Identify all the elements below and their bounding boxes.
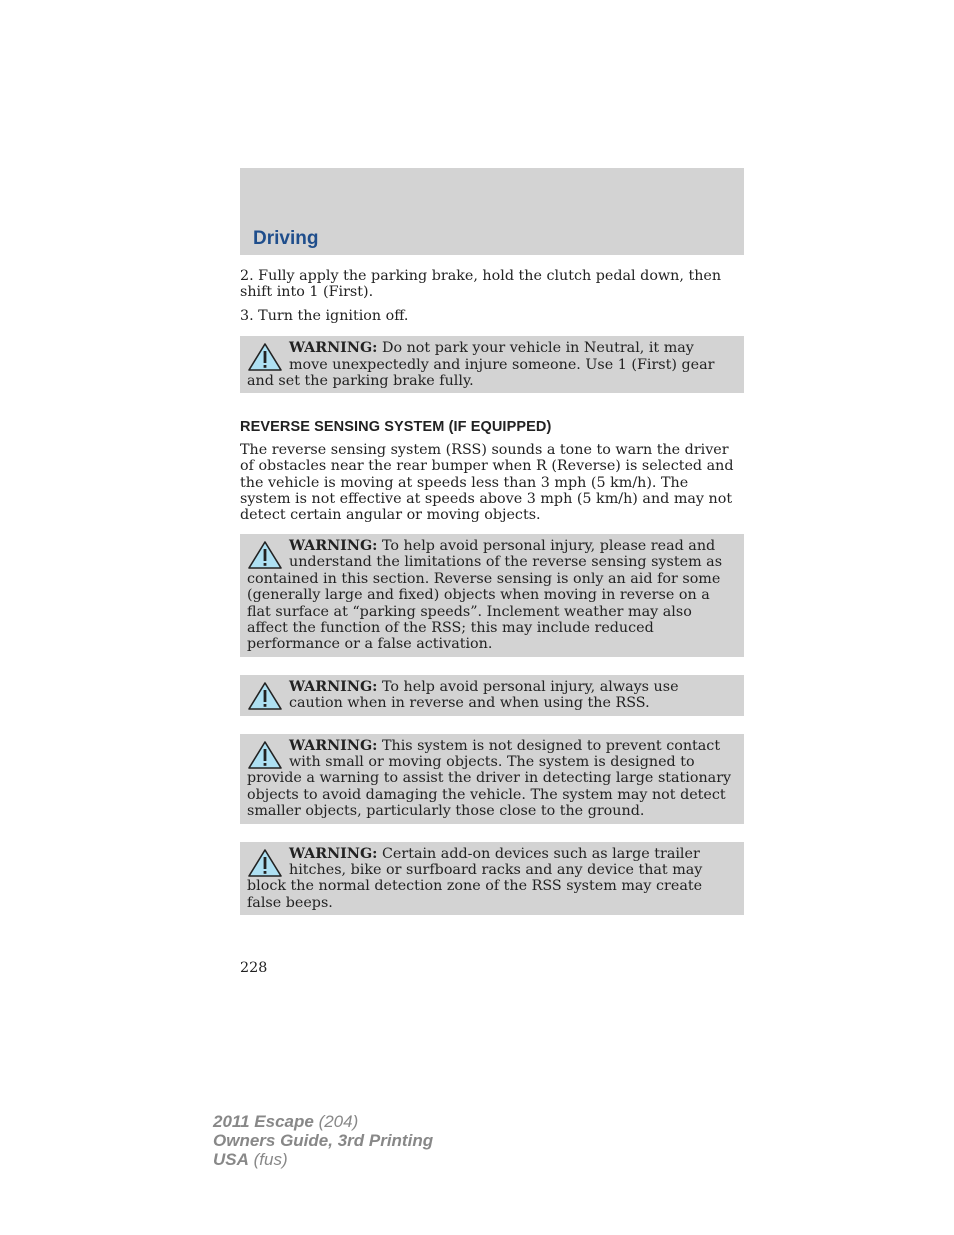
footer-region: USA (213, 1150, 249, 1169)
section-title: Driving (253, 228, 319, 249)
document-footer (213, 1112, 433, 1169)
step-3: 3. Turn the ignition off. (240, 307, 409, 324)
warning-triangle-icon (247, 342, 283, 372)
warning-label: WARNING: (289, 678, 378, 695)
footer-line-model (213, 1112, 433, 1131)
footer-line-region (213, 1150, 433, 1169)
warning-text: To help avoid personal injury, please read and understand the limitations of the reverse sensing system as contained in this section. Reverse sensing is only an aid for some (generally large and fixed) objects when moving in reverse on a flat surface at “parking speeds”. Inclement weather may also affect the function of the RSS; this may include reduced performance or a false activation. (247, 537, 723, 653)
warning-triangle-icon (247, 848, 283, 878)
step-2: 2. Fully apply the parking brake, hold the clutch pedal down, then shift into 1 (First). (240, 268, 722, 301)
page-content (240, 268, 740, 915)
warning-text: To help avoid personal injury, always use caution when in reverse and when using the RSS. (289, 678, 679, 712)
footer-region-code: (fus) (253, 1150, 288, 1169)
section-body: The reverse sensing system (RSS) sounds a tone to warn the driver of obstacles near the rear bumper when R (Reverse) is selected and the vehicle is moving at speeds less than 3 mph (5 km/h). The system is not effective at speeds above 3 mph (5 km/h) and may not detect certain angular or moving objects. (240, 441, 734, 524)
section-header (240, 168, 744, 255)
warning-text: This system is not designed to prevent contact with small or moving objects. The system is designed to provide a warning to assist the driver in detecting large stationary objects to avoid damaging the vehicle. The system may not detect smaller objects, particularly those close to the ground. (247, 737, 732, 820)
warning-box (240, 675, 744, 716)
warning-box (240, 534, 744, 657)
warning-text: Certain add-on devices such as large trailer hitches, bike or surfboard racks and any device that may block the normal detection zone of the RSS system may create false beeps. (247, 845, 703, 911)
section-heading: REVERSE SENSING SYSTEM (IF EQUIPPED) (240, 419, 552, 436)
warning-box (240, 842, 744, 916)
warning-label: WARNING: (289, 340, 378, 357)
footer-line-guide (213, 1131, 433, 1150)
warning-triangle-icon (247, 740, 283, 770)
warning-box (240, 734, 744, 824)
warning-text: Do not park your vehicle in Neutral, it may move unexpectedly and injure someone. Use 1 (First) gear and set the parking brake fully. (247, 340, 715, 390)
warning-triangle-icon (247, 681, 283, 711)
footer-guide: Owners Guide, 3rd Printing (213, 1131, 434, 1150)
warning-label: WARNING: (289, 537, 378, 554)
warning-triangle-icon (247, 540, 283, 570)
footer-model-code: (204) (318, 1112, 359, 1131)
warning-label: WARNING: (289, 737, 378, 754)
warning-box (240, 336, 744, 393)
footer-model: 2011 Escape (213, 1112, 314, 1131)
page-number: 228 (240, 960, 268, 976)
warning-label: WARNING: (289, 845, 378, 862)
